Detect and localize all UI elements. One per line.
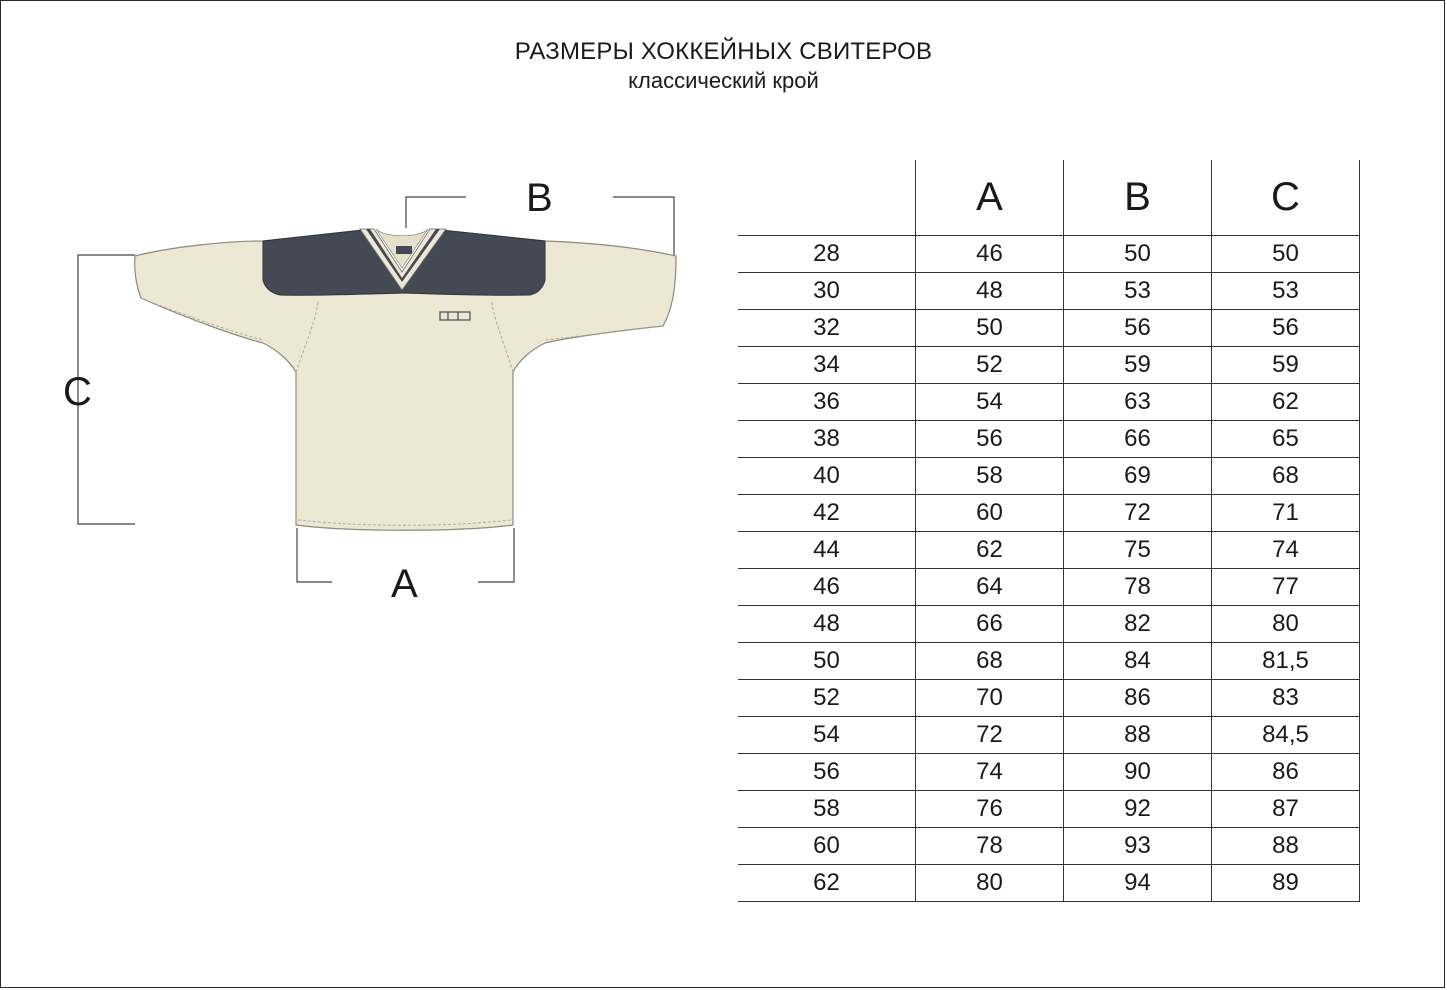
measure-cell: 83 [1212, 680, 1360, 717]
table-row [738, 532, 1360, 569]
table-row [738, 421, 1360, 458]
size-table-header [738, 160, 1360, 236]
measure-cell: 60 [916, 495, 1064, 532]
dim-a-left [297, 528, 332, 582]
table-row [738, 828, 1360, 865]
measure-cell: 72 [916, 717, 1064, 754]
measure-cell: 94 [1064, 865, 1212, 902]
measure-cell: 50 [1212, 236, 1360, 273]
size-cell: 50 [738, 643, 916, 680]
header-b: B [1064, 160, 1212, 236]
size-cell: 62 [738, 865, 916, 902]
dim-b-left [406, 197, 466, 228]
measure-cell: 63 [1064, 384, 1212, 421]
measure-cell: 66 [916, 606, 1064, 643]
measure-cell: 77 [1212, 569, 1360, 606]
header-c: C [1212, 160, 1360, 236]
measure-cell: 50 [1064, 236, 1212, 273]
table-row [738, 791, 1360, 828]
measure-cell: 59 [1064, 347, 1212, 384]
size-cell: 42 [738, 495, 916, 532]
measure-cell: 56 [1212, 310, 1360, 347]
size-cell: 36 [738, 384, 916, 421]
measure-cell: 68 [1212, 458, 1360, 495]
measure-cell: 80 [916, 865, 1064, 902]
table-row [738, 384, 1360, 421]
measure-cell: 50 [916, 310, 1064, 347]
size-cell: 60 [738, 828, 916, 865]
measure-cell: 69 [1064, 458, 1212, 495]
size-table [738, 160, 1360, 902]
size-cell: 34 [738, 347, 916, 384]
measure-cell: 88 [1064, 717, 1212, 754]
table-row [738, 458, 1360, 495]
measure-cell: 53 [1212, 273, 1360, 310]
measure-cell: 90 [1064, 754, 1212, 791]
table-row [738, 310, 1360, 347]
measure-cell: 72 [1064, 495, 1212, 532]
table-row [738, 717, 1360, 754]
measure-cell: 62 [916, 532, 1064, 569]
page-title: РАЗМЕРЫ ХОККЕЙНЫХ СВИТЕРОВ [514, 38, 933, 65]
measure-cell: 64 [916, 569, 1064, 606]
dimension-label-a: A [391, 562, 418, 606]
table-row [738, 754, 1360, 791]
measure-cell: 82 [1064, 606, 1212, 643]
table-row [738, 236, 1360, 273]
measure-cell: 86 [1064, 680, 1212, 717]
measure-cell: 93 [1064, 828, 1212, 865]
measure-cell: 89 [1212, 865, 1360, 902]
measure-cell: 74 [1212, 532, 1360, 569]
table-row [738, 865, 1360, 902]
size-cell: 58 [738, 791, 916, 828]
size-cell: 40 [738, 458, 916, 495]
measure-cell: 66 [1064, 421, 1212, 458]
table-row [738, 680, 1360, 717]
dim-a-right [478, 528, 514, 582]
measure-cell: 87 [1212, 791, 1360, 828]
size-cell: 30 [738, 273, 916, 310]
header-a: A [916, 160, 1064, 236]
measure-cell: 52 [916, 347, 1064, 384]
measure-cell: 68 [916, 643, 1064, 680]
table-row [738, 273, 1360, 310]
size-cell: 48 [738, 606, 916, 643]
measure-cell: 84,5 [1212, 717, 1360, 754]
size-table-body [738, 236, 1360, 902]
size-cell: 52 [738, 680, 916, 717]
measure-cell: 80 [1212, 606, 1360, 643]
measure-cell: 71 [1212, 495, 1360, 532]
measure-cell: 59 [1212, 347, 1360, 384]
size-cell: 56 [738, 754, 916, 791]
measure-cell: 62 [1212, 384, 1360, 421]
measure-cell: 86 [1212, 754, 1360, 791]
page-subtitle: классический крой [628, 68, 819, 93]
measure-cell: 58 [916, 458, 1064, 495]
measure-cell: 84 [1064, 643, 1212, 680]
header-size [738, 160, 916, 236]
table-row [738, 347, 1360, 384]
measure-cell: 70 [916, 680, 1064, 717]
neck-label [396, 246, 412, 254]
jersey-diagram [0, 0, 760, 640]
size-cell: 32 [738, 310, 916, 347]
size-cell: 46 [738, 569, 916, 606]
measure-cell: 78 [916, 828, 1064, 865]
size-cell: 38 [738, 421, 916, 458]
measure-cell: 92 [1064, 791, 1212, 828]
measure-cell: 56 [916, 421, 1064, 458]
measure-cell: 76 [916, 791, 1064, 828]
measure-cell: 48 [916, 273, 1064, 310]
dimension-label-c: C [63, 370, 92, 414]
measure-cell: 88 [1212, 828, 1360, 865]
size-cell: 54 [738, 717, 916, 754]
size-cell: 28 [738, 236, 916, 273]
measure-cell: 81,5 [1212, 643, 1360, 680]
dimension-label-b: B [526, 176, 553, 220]
measure-cell: 46 [916, 236, 1064, 273]
table-row [738, 606, 1360, 643]
measure-cell: 74 [916, 754, 1064, 791]
measure-cell: 75 [1064, 532, 1212, 569]
measure-cell: 53 [1064, 273, 1212, 310]
table-row [738, 643, 1360, 680]
measure-cell: 56 [1064, 310, 1212, 347]
size-cell: 44 [738, 532, 916, 569]
measure-cell: 65 [1212, 421, 1360, 458]
table-row [738, 495, 1360, 532]
measure-cell: 54 [916, 384, 1064, 421]
measure-cell: 78 [1064, 569, 1212, 606]
table-row [738, 569, 1360, 606]
